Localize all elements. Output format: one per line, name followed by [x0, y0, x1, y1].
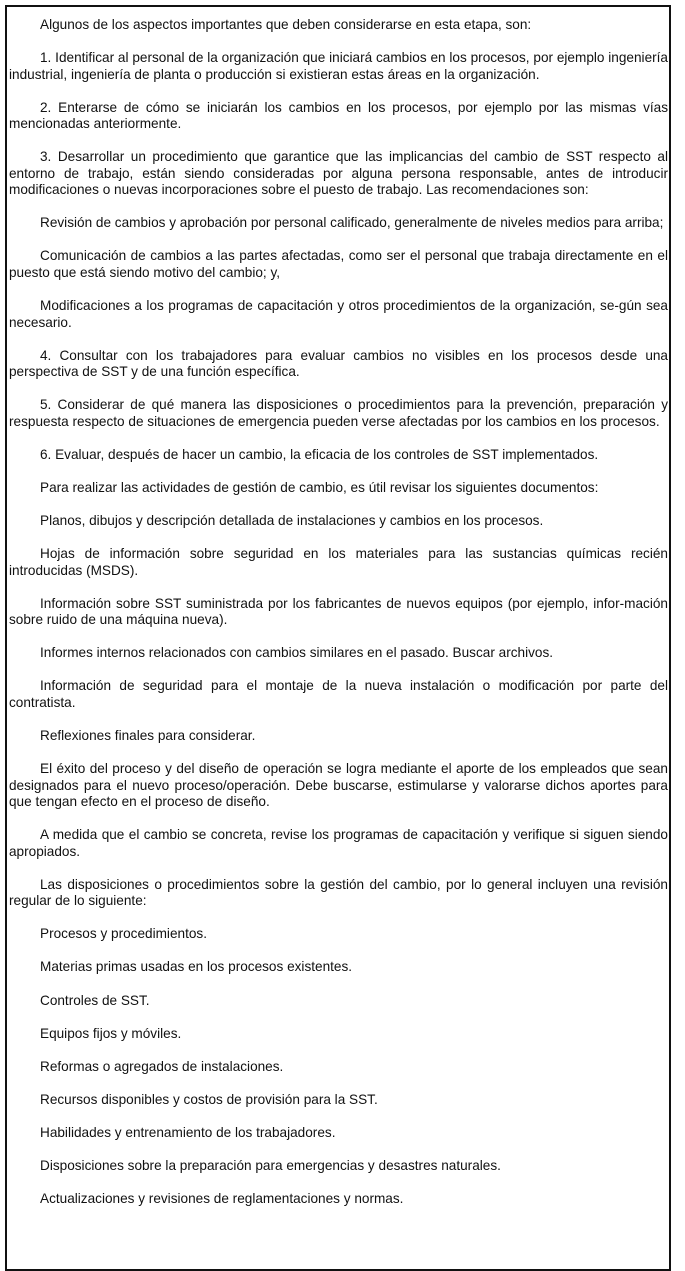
paragraph-training-review: A medida que el cambio se concreta, revise los programas de capacitación y verifique si siguen siendo apropiados.: [9, 827, 668, 859]
paragraph-review-equipment: Equipos fijos y móviles.: [40, 1025, 182, 1041]
paragraph-intro: Algunos de los aspectos importantes que deben considerarse en esta etapa, son:: [40, 17, 532, 32]
document-frame: [5, 5, 671, 1271]
paragraph-review-skills: Habilidades y entrenamiento de los trabajadores.: [40, 1124, 336, 1140]
paragraph-review-raw-materials: Materias primas usadas en los procesos existentes.: [40, 959, 353, 975]
paragraph-review-processes: Procesos y procedimientos.: [40, 926, 207, 942]
paragraph-recommendation-training: Modificaciones a los programas de capacitación y otros procedimientos de la organización, se-gún sea necesario.: [9, 298, 668, 330]
paragraph-recommendation-review: Revisión de cambios y aprobación por personal calificado, generalmente de niveles medios para arriba;: [40, 215, 664, 231]
paragraph-final-reflections: Reflexiones finales para considerar.: [40, 728, 256, 743]
paragraph-success: El éxito del proceso y del diseño de operación se logra mediante el aporte de los empleados que sean designados para el nuevo proceso/operación. Debe buscarse, estimularse y valorarse dichos aportes para que tengan efecto en el proceso de diseño.: [9, 761, 668, 810]
paragraph-item-1: 1. Identificar al personal de la organización que iniciará cambios en los procesos, por ejemplo ingeniería industrial, ingeniería de planta o producción si existieran estas áreas en la organización.: [9, 50, 668, 82]
paragraph-item-6: 6. Evaluar, después de hacer un cambio, la eficacia de los controles de SST implementados.: [40, 446, 599, 462]
paragraph-document-msds: Hojas de información sobre seguridad en los materiales para las sustancias químicas recién introducidas (MSDS).: [9, 546, 668, 578]
paragraph-review-regulations: Actualizaciones y revisiones de reglamentaciones y normas.: [40, 1191, 404, 1207]
paragraph-review-sst-controls: Controles de SST.: [40, 992, 150, 1008]
paragraph-item-4: 4. Consultar con los trabajadores para evaluar cambios no visibles en los procesos desde una perspectiva de SST y de una función específica.: [9, 347, 668, 380]
paragraph-documents-intro: Para realizar las actividades de gestión de cambio, es útil revisar los siguientes documentos:: [40, 479, 599, 495]
paragraph-regular-review-intro: Las disposiciones o procedimientos sobre la gestión del cambio, por lo general incluyen una revisión regular de lo siguiente:: [9, 876, 668, 909]
paragraph-item-5: 5. Considerar de qué manera las disposiciones o procedimientos para la prevención, preparación y respuesta respecto de situaciones de emergencia pueden verse afectadas por los cambios en los procesos.: [9, 397, 668, 429]
paragraph-review-resources: Recursos disponibles y costos de provisión para la SST.: [40, 1091, 378, 1107]
paragraph-document-internal-reports: Informes internos relacionados con cambios similares en el pasado. Buscar archivos.: [40, 645, 554, 661]
paragraph-review-emergency: Disposiciones sobre la preparación para emergencias y desastres naturales.: [40, 1158, 501, 1174]
paragraph-document-manufacturer-info: Información sobre SST suministrada por los fabricantes de nuevos equipos (por ejemplo, infor-mación sobre ruido de una máquina nueva).: [9, 595, 668, 628]
paragraph-item-2: 2. Enterarse de cómo se iniciarán los cambios en los procesos, por ejemplo por las mismas vías mencionadas anteriormente.: [9, 99, 668, 132]
paragraph-review-reforms: Reformas o agregados de instalaciones.: [40, 1058, 284, 1074]
paragraph-recommendation-communication: Comunicación de cambios a las partes afectadas, como ser el personal que trabaja directamente en el puesto que está siendo motivo del cambio; y,: [9, 248, 668, 280]
paragraph-document-contractor-info: Información de seguridad para el montaje de la nueva instalación o modificación por parte del contratista.: [9, 678, 668, 710]
paragraph-document-plans: Planos, dibujos y descripción detallada de instalaciones y cambios en los procesos.: [40, 513, 544, 529]
document-body: [7, 17, 669, 1208]
paragraph-item-3: 3. Desarrollar un procedimiento que garantice que las implicancias del cambio de SST respecto al entorno de trabajo, están siendo consideradas por alguna persona responsable, antes de introducir modificaciones o nuevas incorporaciones sobre el puesto de trabajo. Las recomendaciones son:: [9, 149, 668, 198]
